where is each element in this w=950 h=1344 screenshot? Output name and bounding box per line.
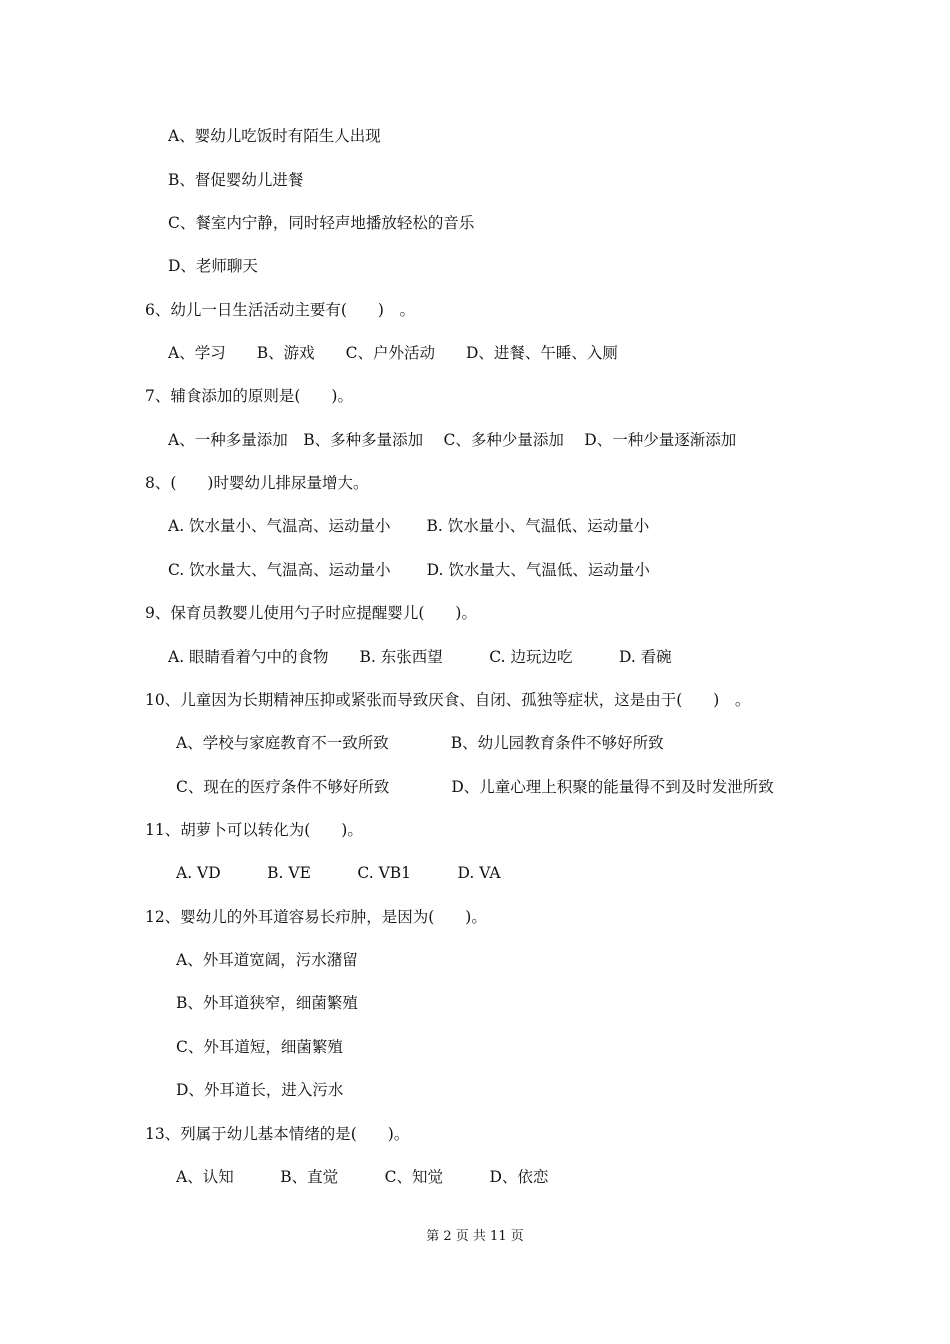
- q10-options-ab: A、学校与家庭教育不一致所致 B、幼儿园教育条件不够好所致: [176, 734, 664, 752]
- q8-question: 8、( )时婴幼儿排尿量增大。: [145, 474, 369, 492]
- q9-options: A. 眼睛看着勺中的食物 B. 东张西望 C. 边玩边吃 D. 看碗: [168, 648, 672, 666]
- q12-question: 12、婴幼儿的外耳道容易长疖肿，是因为( )。: [145, 908, 487, 926]
- q10-options-cd: C、现在的医疗条件不够好所致 D、儿童心理上积聚的能量得不到及时发泄所致: [176, 778, 774, 796]
- q5-option-c: C、餐室内宁静，同时轻声地播放轻松的音乐: [168, 214, 475, 232]
- q12-option-d: D、外耳道长，进入污水: [176, 1081, 344, 1099]
- q6-question: 6、幼儿一日生活活动主要有( ) 。: [145, 301, 415, 319]
- q12-option-b: B、外耳道狭窄，细菌繁殖: [176, 994, 358, 1012]
- q13-question: 13、列属于幼儿基本情绪的是( )。: [145, 1125, 410, 1143]
- q8-options-cd: C. 饮水量大、气温高、运动量小 D. 饮水量大、气温低、运动量小: [168, 561, 650, 579]
- q7-question: 7、辅食添加的原则是( )。: [145, 387, 353, 405]
- q8-options-ab: A. 饮水量小、气温高、运动量小 B. 饮水量小、气温低、运动量小: [168, 517, 650, 535]
- page-number-footer: 第 2 页 共 11 页: [426, 1229, 524, 1244]
- q12-option-a: A、外耳道宽阔，污水潴留: [176, 951, 358, 969]
- q10-question: 10、儿童因为长期精神压抑或紧张而导致厌食、自闭、孤独等症状，这是由于( ) 。: [145, 691, 751, 709]
- q5-option-a: A、婴幼儿吃饭时有陌生人出现: [168, 127, 381, 145]
- q5-option-d: D、老师聊天: [168, 257, 258, 275]
- q13-options: A、认知 B、直觉 C、知觉 D、依恋: [176, 1168, 549, 1186]
- q7-options: A、一种多量添加 B、多种多量添加 C、多种少量添加 D、一种少量逐渐添加: [168, 431, 737, 449]
- q6-options: A、学习 B、游戏 C、户外活动 D、进餐、午睡、入厕: [168, 344, 618, 362]
- q11-question: 11、胡萝卜可以转化为( )。: [145, 821, 363, 839]
- q9-question: 9、保育员教婴儿使用勺子时应提醒婴儿( )。: [145, 604, 477, 622]
- q12-option-c: C、外耳道短，细菌繁殖: [176, 1038, 343, 1056]
- q11-options: A. VD B. VE C. VB1 D. VA: [176, 864, 501, 882]
- q5-option-b: B、督促婴幼儿进餐: [168, 171, 304, 189]
